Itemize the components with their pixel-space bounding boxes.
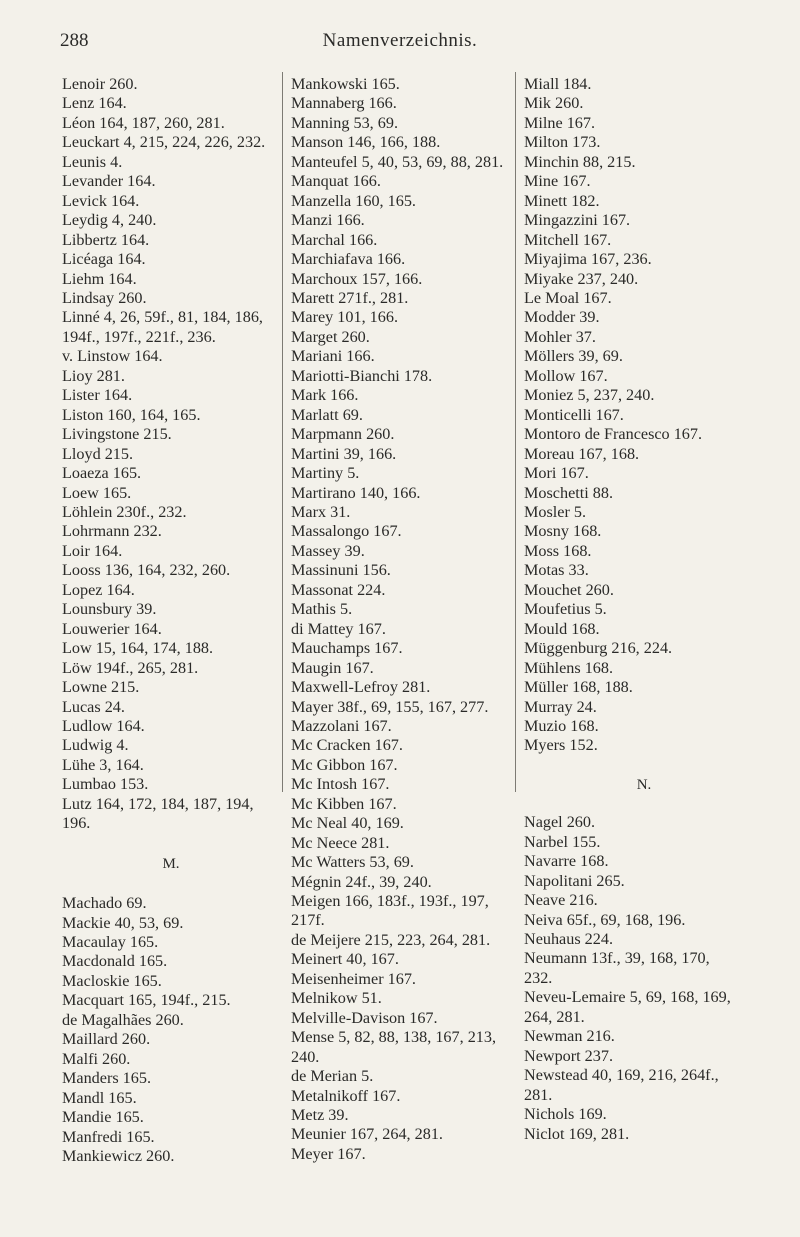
index-entry: Neave 216. — [524, 891, 598, 910]
index-entry: Muzio 168. — [524, 716, 599, 735]
index-entry: Neumann 13f., 39, 168, 170, — [524, 949, 710, 968]
index-entry: Motas 33. — [524, 561, 589, 580]
index-entry: Loaeza 165. — [62, 464, 142, 483]
index-entry: Massinuni 156. — [291, 561, 391, 580]
index-entry: Lioy 281. — [62, 366, 125, 385]
index-entry: Minchin 88, 215. — [524, 152, 636, 171]
index-entry: Mohler 37. — [524, 327, 596, 346]
index-entry: Newstead 40, 169, 216, 264f., — [524, 1066, 719, 1085]
index-entry: Metz 39. — [291, 1106, 349, 1125]
index-entry: Marchal 166. — [291, 230, 378, 249]
index-entry: Mine 167. — [524, 172, 591, 191]
running-title: Namenverzeichnis. — [322, 30, 478, 51]
index-entry: Marey 101, 166. — [291, 308, 398, 327]
index-entry: Miall 184. — [524, 75, 592, 93]
index-entry: Mc Gibbon 167. — [291, 755, 398, 774]
index-entry: Miyake 237, 240. — [524, 269, 639, 288]
index-entry: de Merian 5. — [291, 1067, 374, 1086]
index-entry: Levick 164. — [62, 191, 140, 210]
index-entry: Looss 136, 164, 232, 260. — [62, 561, 231, 580]
index-entry: Loir 164. — [62, 541, 123, 560]
index-entry: Maugin 167. — [291, 658, 374, 677]
index-entry: Moniez 5, 237, 240. — [524, 386, 655, 405]
index-entry: Marchoux 157, 166. — [291, 269, 423, 288]
index-entry: Lounsbury 39. — [62, 600, 157, 619]
index-entry: de Magalhães 260. — [62, 1010, 184, 1029]
index-entry: Mauchamps 167. — [291, 639, 403, 658]
index-entry: Manson 146, 166, 188. — [291, 133, 441, 152]
index-entry: Mazzolani 167. — [291, 716, 392, 735]
index-entry: Müggenburg 216, 224. — [524, 639, 673, 658]
index-entry: Moschetti 88. — [524, 483, 614, 502]
index-entry: Niclot 169, 281. — [524, 1124, 630, 1143]
index-entry: Lenz 164. — [62, 94, 127, 113]
index-entry: Lindsay 260. — [62, 288, 147, 307]
index-entry: Le Moal 167. — [524, 288, 612, 307]
page-header — [0, 30, 800, 60]
index-entry: Navarre 168. — [524, 852, 609, 871]
index-entry: Lopez 164. — [62, 580, 135, 599]
index-entry: Neiva 65f., 69, 168, 196. — [524, 910, 686, 929]
index-entry: Marpmann 260. — [291, 425, 395, 444]
index-entry: Lohrmann 232. — [62, 522, 162, 541]
index-entry: Mc Neece 281. — [291, 833, 390, 852]
index-entry: Massalongo 167. — [291, 522, 402, 541]
index-entry: Melnikow 51. — [291, 989, 382, 1008]
index-entry: Mark 166. — [291, 386, 359, 405]
index-entry: Mouchet 260. — [524, 580, 614, 599]
index-entry: Marchiafava 166. — [291, 250, 406, 269]
index-entry: Mingazzini 167. — [524, 211, 631, 230]
column-divider-left — [282, 72, 283, 792]
index-entry: Lutz 164, 172, 184, 187, 194, — [62, 794, 254, 813]
index-entry: Mackie 40, 53, 69. — [62, 913, 184, 932]
index-entry: Macdonald 165. — [62, 952, 168, 971]
index-entry: Melville-Davison 167. — [291, 1008, 438, 1027]
index-entry: Mik 260. — [524, 94, 584, 113]
index-entry: Mayer 38f., 69, 155, 167, 277. — [291, 697, 489, 716]
index-entry: Lister 164. — [62, 386, 133, 405]
index-entry: Minett 182. — [524, 191, 600, 210]
index-entry: Manquat 166. — [291, 172, 381, 191]
index-entry: Libbertz 164. — [62, 230, 150, 249]
index-entry: Newman 216. — [524, 1027, 615, 1046]
index-entry: Loew 165. — [62, 483, 132, 502]
index-entry: Lumbao 153. — [62, 775, 149, 794]
index-entry: Manteufel 5, 40, 53, 69, 88, 281. — [291, 152, 504, 171]
index-entry: Meigen 166, 183f., 193f., 197, — [291, 892, 489, 911]
index-entry: Mosler 5. — [524, 502, 587, 521]
index-entry: Macaulay 165. — [62, 933, 159, 952]
index-entry: Martiny 5. — [291, 464, 360, 483]
index-entry: Müller 168, 188. — [524, 678, 633, 697]
index-entry: Mc Neal 40, 169. — [291, 814, 404, 833]
index-entry: Meinert 40, 167. — [291, 950, 399, 969]
index-entry: Monticelli 167. — [524, 405, 624, 424]
index-entry: Mankiewicz 260. — [62, 1147, 175, 1166]
index-entry: Ludlow 164. — [62, 716, 145, 735]
index-entry: Machado 69. — [62, 894, 147, 913]
index-entry: Leunis 4. — [62, 152, 123, 171]
index-column-3 — [524, 75, 764, 1144]
index-entry: Martini 39, 166. — [291, 444, 397, 463]
index-entry: Liehm 164. — [62, 269, 137, 288]
index-entry: Macloskie 165. — [62, 971, 162, 990]
index-entry: Montoro de Francesco 167. — [524, 425, 703, 444]
index-entry: Low 15, 164, 174, 188. — [62, 639, 214, 658]
index-entry: Moss 168. — [524, 541, 592, 560]
index-entry: Manning 53, 69. — [291, 113, 399, 132]
index-entry: Mc Watters 53, 69. — [291, 853, 414, 872]
index-entry: Lloyd 215. — [62, 444, 134, 463]
index-entry: Mori 167. — [524, 464, 589, 483]
index-entry: Mariani 166. — [291, 347, 375, 366]
index-entry: Léon 164, 187, 260, 281. — [62, 113, 225, 132]
index-entry: Maillard 260. — [62, 1030, 151, 1049]
index-entry: Marget 260. — [291, 327, 370, 346]
index-entry: 240. — [291, 1047, 320, 1066]
index-entry: Ludwig 4. — [62, 736, 129, 755]
index-entry: Marx 31. — [291, 502, 351, 521]
index-entry: Mariotti-Bianchi 178. — [291, 366, 433, 385]
index-entry: Massey 39. — [291, 541, 365, 560]
index-list-n — [524, 813, 764, 1144]
index-entry: Löhlein 230f., 232. — [62, 502, 187, 521]
index-entry: Levander 164. — [62, 172, 156, 191]
index-entry: Lowne 215. — [62, 678, 140, 697]
index-entry: Mosny 168. — [524, 522, 602, 541]
index-entry: Maxwell-Lefroy 281. — [291, 678, 431, 697]
index-entry: Livingstone 215. — [62, 425, 172, 444]
index-entry: Mannaberg 166. — [291, 94, 397, 113]
index-entry: Meyer 167. — [291, 1144, 366, 1163]
index-entry: Nagel 260. — [524, 813, 596, 832]
section-heading-n: N. — [636, 776, 652, 793]
index-entry: Modder 39. — [524, 308, 600, 327]
index-entry: Neveu-Lemaire 5, 69, 168, 169, — [524, 988, 731, 1007]
index-entry: 217f. — [291, 911, 325, 930]
index-entry: Lenoir 260. — [62, 75, 138, 93]
index-entry: Massonat 224. — [291, 580, 386, 599]
index-entry: Neuhaus 224. — [524, 930, 614, 949]
index-entry: Manders 165. — [62, 1069, 152, 1088]
index-entry: Moufetius 5. — [524, 600, 607, 619]
index-list-l — [62, 75, 280, 834]
index-entry: Mühlens 168. — [524, 658, 614, 677]
section-heading-m: M. — [162, 855, 180, 872]
index-entry: Lucas 24. — [62, 697, 125, 716]
index-column-1 — [62, 75, 280, 1166]
index-entry: Löw 194f., 265, 281. — [62, 658, 199, 677]
index-entry: Möllers 39, 69. — [524, 347, 623, 366]
index-entry: Mitchell 167. — [524, 230, 612, 249]
index-entry: Mc Cracken 167. — [291, 736, 403, 755]
index-entry: de Meijere 215, 223, 264, 281. — [291, 930, 491, 949]
index-entry: Malfi 260. — [62, 1049, 131, 1068]
index-entry: Manzi 166. — [291, 211, 365, 230]
index-entry: Louwerier 164. — [62, 619, 162, 638]
index-entry: 194f., 197f., 221f., 236. — [62, 327, 216, 346]
index-entry: v. Linstow 164. — [62, 347, 163, 366]
index-entry: Linné 4, 26, 59f., 81, 184, 186, — [62, 308, 263, 327]
index-entry: Moreau 167, 168. — [524, 444, 640, 463]
index-entry: Marett 271f., 281. — [291, 288, 409, 307]
index-entry: Mégnin 24f., 39, 240. — [291, 872, 432, 891]
index-entry: Mc Kibben 167. — [291, 794, 397, 813]
index-entry: Meunier 167, 264, 281. — [291, 1125, 443, 1144]
index-entry: 232. — [524, 968, 553, 987]
index-entry: Miyajima 167, 236. — [524, 250, 652, 269]
index-entry: Napolitani 265. — [524, 871, 625, 890]
index-list-m-cont — [291, 75, 509, 1164]
index-entry: Metalnikoff 167. — [291, 1086, 401, 1105]
index-entry: Milton 173. — [524, 133, 601, 152]
index-entry: Narbel 155. — [524, 832, 601, 851]
index-entry: Macquart 165, 194f., 215. — [62, 991, 231, 1010]
index-entry: Mense 5, 82, 88, 138, 167, 213, — [291, 1028, 497, 1047]
index-entry: Mandl 165. — [62, 1088, 137, 1107]
index-entry: Leuckart 4, 215, 224, 226, 232. — [62, 133, 266, 152]
index-entry: Marlatt 69. — [291, 405, 363, 424]
index-column-2 — [291, 75, 509, 1164]
index-entry: Mathis 5. — [291, 600, 353, 619]
column-divider-right — [515, 72, 516, 792]
index-list-m — [62, 894, 280, 1166]
index-entry: Licéaga 164. — [62, 250, 146, 269]
index-entry: Mc Intosh 167. — [291, 775, 390, 794]
index-entry: Milne 167. — [524, 113, 596, 132]
index-entry: 264, 281. — [524, 1007, 585, 1026]
page-number: 288 — [60, 30, 89, 51]
index-entry: Leydig 4, 240. — [62, 211, 157, 230]
index-entry: Mollow 167. — [524, 366, 608, 385]
index-entry: Myers 152. — [524, 736, 598, 755]
index-entry: Mankowski 165. — [291, 75, 400, 93]
index-entry: Meisenheimer 167. — [291, 969, 416, 988]
index-entry: di Mattey 167. — [291, 619, 386, 638]
index-entry: Murray 24. — [524, 697, 597, 716]
index-list-m-end — [524, 75, 764, 756]
index-entry: Mould 168. — [524, 619, 600, 638]
index-entry: 281. — [524, 1085, 553, 1104]
index-entry: Nichols 169. — [524, 1105, 607, 1124]
index-entry: Liston 160, 164, 165. — [62, 405, 201, 424]
index-entry: Martirano 140, 166. — [291, 483, 421, 502]
index-entry: 196. — [62, 814, 91, 833]
index-entry: Manfredi 165. — [62, 1127, 155, 1146]
index-entry: Mandie 165. — [62, 1108, 144, 1127]
index-entry: Lühe 3, 164. — [62, 755, 144, 774]
index-entry: Newport 237. — [524, 1046, 614, 1065]
index-entry: Manzella 160, 165. — [291, 191, 416, 210]
